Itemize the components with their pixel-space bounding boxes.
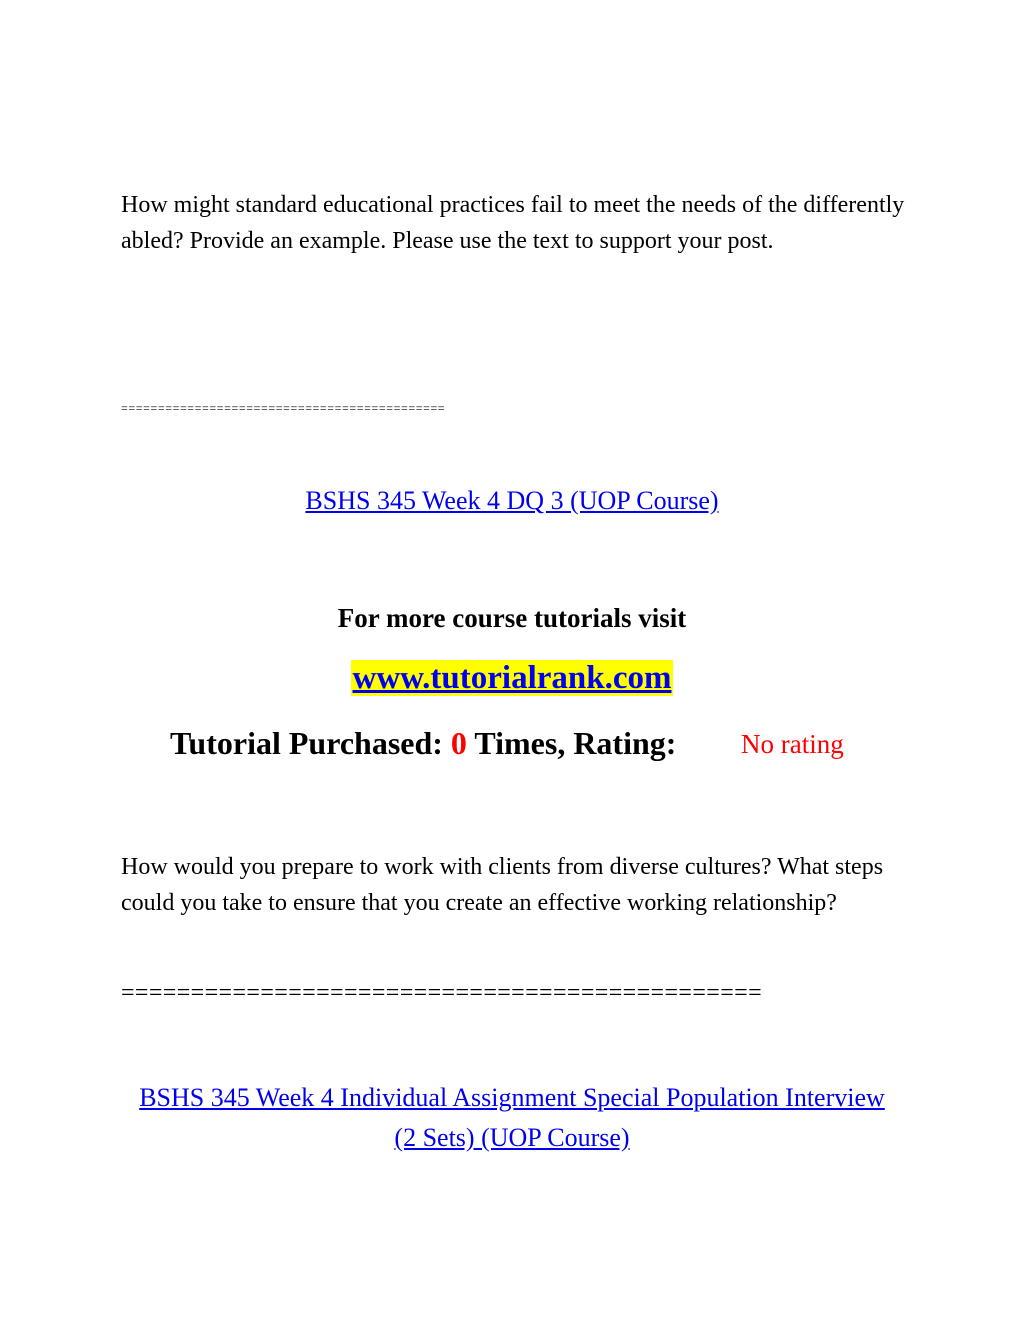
rating-value: No rating — [741, 729, 844, 759]
purchase-suffix: Times, Rating: — [474, 725, 677, 761]
separator-line-large: ============================================== — [121, 980, 763, 1006]
course-link-dq3[interactable]: BSHS 345 Week 4 DQ 3 (UOP Course) — [305, 486, 719, 515]
purchase-label: Tutorial Purchased: — [170, 725, 443, 761]
separator-line-small: ============================================ — [121, 401, 446, 415]
purchase-count: 0 — [450, 725, 467, 761]
course-link-block-2 — [0, 1078, 1024, 1162]
question-paragraph-1: How might standard educational practices fail to meet the needs of the differently abled? Provide an example. Please use the text to support your post. — [121, 192, 905, 254]
question-paragraph-2: How would you prepare to work with clients from diverse cultures? What steps could you take to ensure that you create an effective working relationship? — [121, 854, 884, 916]
course-link-individual-assignment[interactable]: BSHS 345 Week 4 Individual Assignment Special Population Interview (2 Sets) (UOP Course) — [139, 1083, 885, 1152]
course-link-block-1 — [0, 484, 1024, 522]
visit-prompt: For more course tutorials visit — [337, 603, 687, 633]
site-link-block — [0, 656, 1024, 706]
purchase-info — [170, 722, 676, 764]
site-url-link[interactable]: www.tutorialrank.com — [352, 660, 672, 696]
